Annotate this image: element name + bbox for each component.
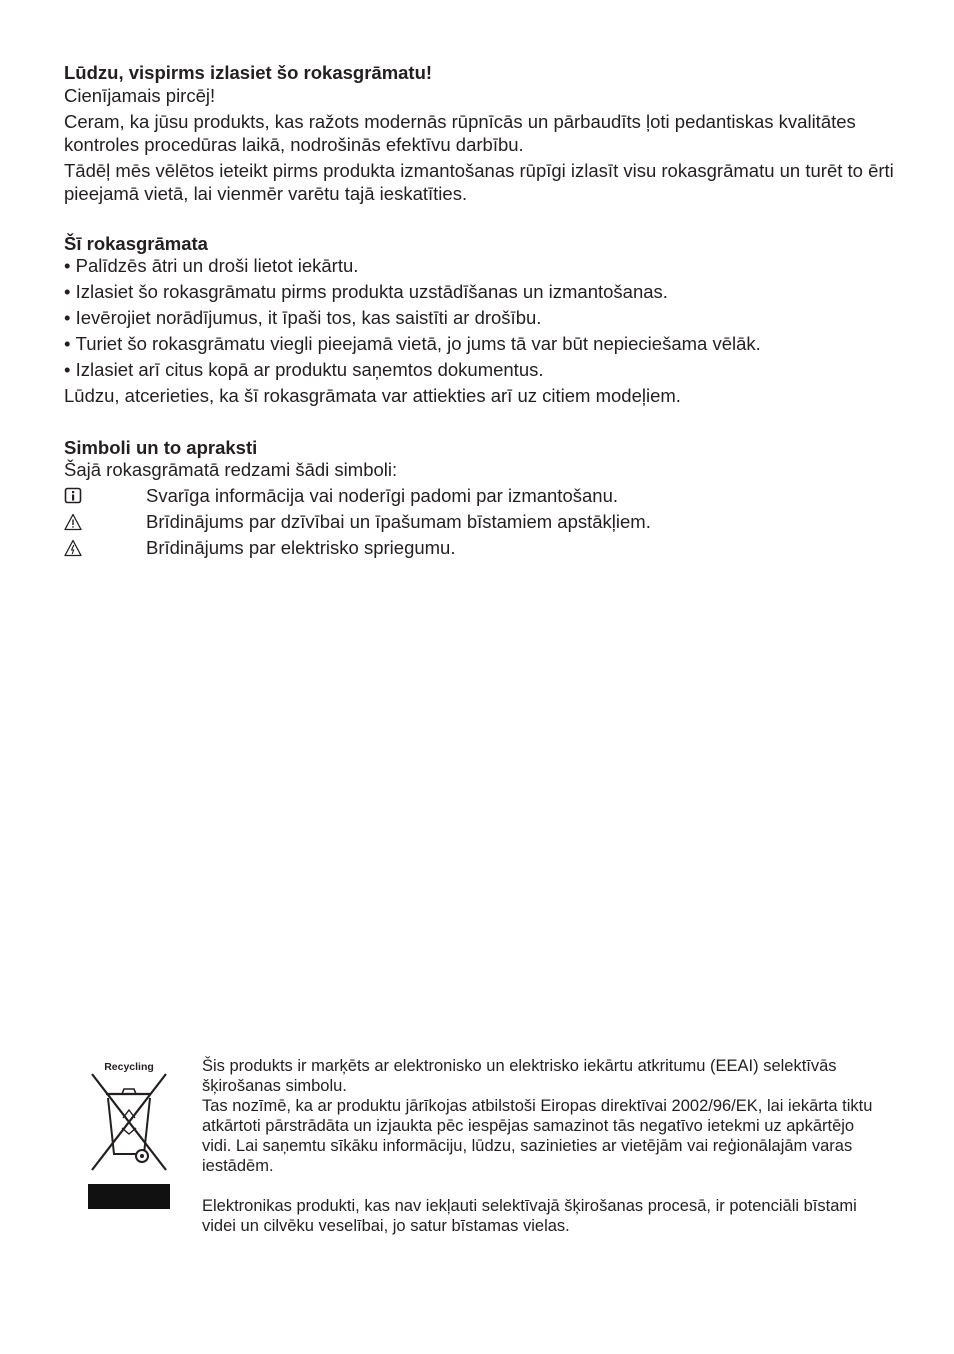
symbol-warning-text: Brīdinājums par dzīvībai un īpašumam bīstamiem apstākļiem. <box>146 511 651 532</box>
crossed-out-bin-icon <box>86 1060 172 1212</box>
symbols-intro: Šajā rokasgrāmatā redzami šādi simboli: <box>64 459 398 480</box>
manual-note: Lūdzu, atcerieties, ka šī rokasgrāmata var attiekties arī uz citiem modeļiem. <box>64 385 681 406</box>
recycling-text <box>202 1056 882 1236</box>
intro-para-2: Tādēļ mēs vēlētos ieteikt pirms produkta izmantošanas rūpīgi izlasīt visu rokasgrāmatu un turēt to ērti pieejamā vietā, lai vienmēr varētu tajā ieskatīties. <box>64 160 894 204</box>
intro-para-1: Ceram, ka jūsu produkts, kas ražots modernās rūpnīcās un pārbaudīts ļoti pedantiskas kvalitātes kontroles procedūras laikā, nodrošinās efektīvu darbību. <box>64 111 856 155</box>
manual-bullet: • Izlasiet šo rokasgrāmatu pirms produkta uzstādīšanas un izmantošanas. <box>64 279 894 305</box>
manual-section <box>64 231 894 409</box>
intro-greeting: Cienījamais pircēj! <box>64 85 216 106</box>
info-icon <box>64 487 82 505</box>
symbol-row-info <box>64 483 894 509</box>
electric-warning-icon <box>64 539 82 557</box>
warning-icon <box>64 513 82 531</box>
intro-section <box>64 60 894 205</box>
manual-heading: Šī rokasgrāmata <box>64 233 208 254</box>
intro-heading: Lūdzu, vispirms izlasiet šo rokasgrāmatu! <box>64 62 433 83</box>
symbol-row-warning <box>64 509 894 535</box>
manual-bullet: • Turiet šo rokasgrāmatu viegli pieejamā vietā, jo jums tā var būt nepieciešama vēlāk. <box>64 331 894 357</box>
symbols-section <box>64 435 894 561</box>
manual-bullet: • Ievērojiet norādījumus, it īpaši tos, kas saistīti ar drošību. <box>64 305 894 331</box>
symbols-heading: Simboli un to apraksti <box>64 437 258 458</box>
symbol-info-text: Svarīga informācija vai noderīgi padomi par izmantošanu. <box>146 485 618 506</box>
recycling-para-1: Šis produkts ir marķēts ar elektronisko un elektrisko iekārtu atkritumu (EEAI) selektīvās šķirošanas simbolu. <box>202 1057 837 1095</box>
recycling-para-3: Elektronikas produkti, kas nav iekļauti selektīvajā šķirošanas procesā, ir potenciāli bīstami videi un cilvēku veselībai, jo satur bīstamas vielas. <box>202 1197 857 1235</box>
manual-bullet: • Izlasiet arī citus kopā ar produktu saņemtos dokumentus. <box>64 357 894 383</box>
symbol-electric-text: Brīdinājums par elektrisko spriegumu. <box>146 537 456 558</box>
recycling-para-2: Tas nozīmē, ka ar produktu jārīkojas atbilstoši Eiropas direktīvai 2002/96/EK, lai iekārta tiktu atkārtoti pārstrādāta un izjaukta pēc iespējas samazinot tās negatīvo ietekmi uz apkārtējo vidi. Lai saņemtu sīkāku informāciju, lūdzu, sazinieties ar vietējām vai reģionālajām varas iestādēm. <box>202 1097 873 1175</box>
manual-bullet: • Palīdzēs ātri un droši lietot iekārtu. <box>64 253 894 279</box>
recycling-label: Recycling <box>104 1061 154 1073</box>
bin-drawing <box>86 1060 172 1212</box>
symbol-row-electric <box>64 535 894 561</box>
